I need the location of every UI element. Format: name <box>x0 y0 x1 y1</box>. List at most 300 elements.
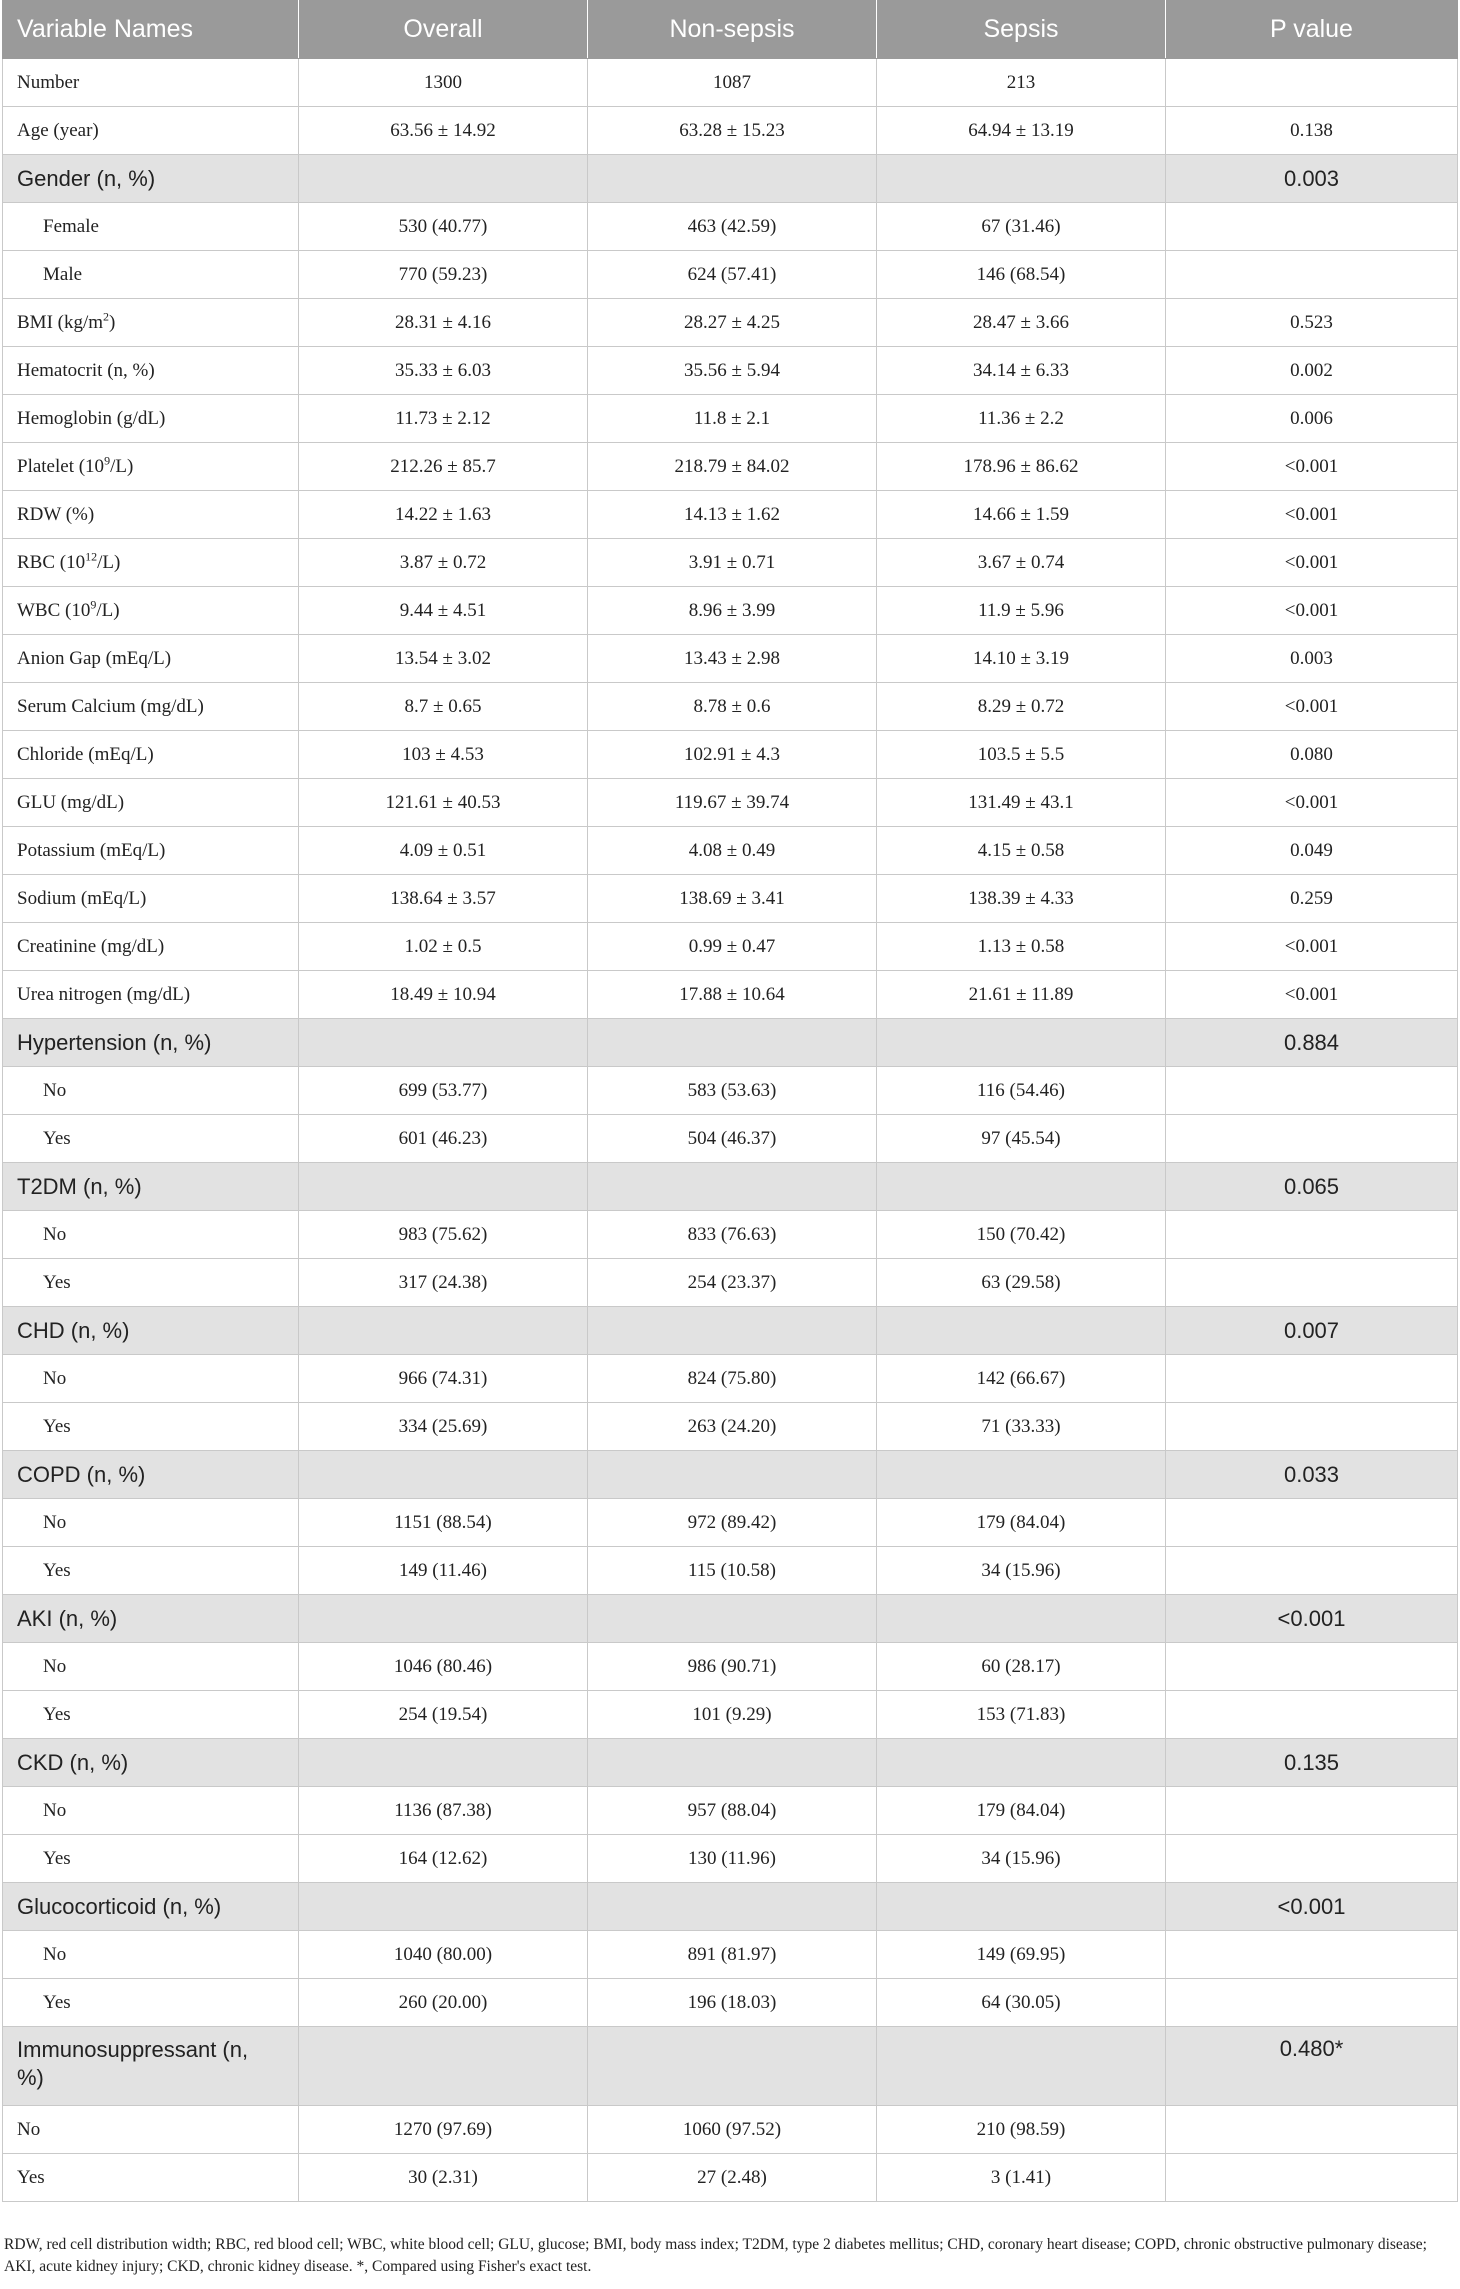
non-sepsis-cell: 196 (18.03) <box>588 1979 877 2027</box>
table-row <box>3 299 1458 347</box>
sepsis-cell: 4.15 ± 0.58 <box>877 827 1166 875</box>
label-suffix: /L) <box>110 455 134 477</box>
row-label <box>3 443 299 491</box>
p-value-cell <box>1166 1979 1458 2027</box>
overall-cell <box>299 1163 588 1211</box>
non-sepsis-cell: 28.27 ± 4.25 <box>588 299 877 347</box>
table-row <box>3 59 1458 107</box>
p-value-cell: <0.001 <box>1166 779 1458 827</box>
section-label <box>3 1595 299 1643</box>
label-text: COPD (n, %) <box>17 1461 146 1487</box>
table-row <box>3 827 1458 875</box>
label-text: Chloride (mEq/L) <box>17 743 154 765</box>
non-sepsis-cell: 27 (2.48) <box>588 2154 877 2202</box>
sepsis-cell: 153 (71.83) <box>877 1691 1166 1739</box>
non-sepsis-cell <box>588 1307 877 1355</box>
overall-cell: 28.31 ± 4.16 <box>299 299 588 347</box>
table-row <box>3 491 1458 539</box>
table-row <box>3 1355 1458 1403</box>
label-superscript: 9 <box>90 597 97 612</box>
sepsis-cell: 21.61 ± 11.89 <box>877 971 1166 1019</box>
label-text: RDW (%) <box>17 503 95 525</box>
sepsis-cell: 34 (15.96) <box>877 1547 1166 1595</box>
sepsis-cell: 178.96 ± 86.62 <box>877 443 1166 491</box>
table-row <box>3 1835 1458 1883</box>
p-value-cell <box>1166 1115 1458 1163</box>
p-value-cell <box>1166 1547 1458 1595</box>
label-text: No <box>43 1799 67 1821</box>
header-variable-names: Variable Names <box>3 1 299 59</box>
non-sepsis-cell: 13.43 ± 2.98 <box>588 635 877 683</box>
p-value-cell <box>1166 1643 1458 1691</box>
non-sepsis-cell: 833 (76.63) <box>588 1211 877 1259</box>
row-label <box>3 1547 299 1595</box>
row-label <box>3 347 299 395</box>
sepsis-cell: 149 (69.95) <box>877 1931 1166 1979</box>
label-text: Yes <box>43 1991 71 2013</box>
non-sepsis-cell: 4.08 ± 0.49 <box>588 827 877 875</box>
p-value-cell <box>1166 1403 1458 1451</box>
sepsis-cell: 210 (98.59) <box>877 2106 1166 2154</box>
overall-cell <box>299 1595 588 1643</box>
overall-cell: 1.02 ± 0.5 <box>299 923 588 971</box>
overall-cell <box>299 1307 588 1355</box>
non-sepsis-cell <box>588 1739 877 1787</box>
sepsis-cell: 8.29 ± 0.72 <box>877 683 1166 731</box>
overall-cell: 164 (12.62) <box>299 1835 588 1883</box>
table-row <box>3 1307 1458 1355</box>
overall-cell <box>299 1739 588 1787</box>
label-suffix: /L) <box>97 551 121 573</box>
overall-cell <box>299 1019 588 1067</box>
overall-cell <box>299 155 588 203</box>
table-row <box>3 587 1458 635</box>
non-sepsis-cell: 463 (42.59) <box>588 203 877 251</box>
table-row <box>3 155 1458 203</box>
non-sepsis-cell <box>588 155 877 203</box>
sepsis-cell: 34.14 ± 6.33 <box>877 347 1166 395</box>
table-row <box>3 1211 1458 1259</box>
p-value-cell: 0.480* <box>1166 2027 1458 2106</box>
sepsis-cell: 131.49 ± 43.1 <box>877 779 1166 827</box>
row-label <box>3 971 299 1019</box>
row-label <box>3 1931 299 1979</box>
table-row <box>3 971 1458 1019</box>
non-sepsis-cell: 14.13 ± 1.62 <box>588 491 877 539</box>
overall-cell: 8.7 ± 0.65 <box>299 683 588 731</box>
label-text: Urea nitrogen (mg/dL) <box>17 983 191 1005</box>
header-row <box>3 1 1458 59</box>
label-text: CKD (n, %) <box>17 1749 129 1775</box>
sepsis-cell: 213 <box>877 59 1166 107</box>
overall-cell <box>299 1883 588 1931</box>
overall-cell: 1151 (88.54) <box>299 1499 588 1547</box>
p-value-cell <box>1166 1355 1458 1403</box>
non-sepsis-cell: 583 (53.63) <box>588 1067 877 1115</box>
label-superscript: 2 <box>103 309 110 324</box>
sepsis-cell <box>877 1451 1166 1499</box>
p-value-cell <box>1166 1835 1458 1883</box>
table-row <box>3 1787 1458 1835</box>
label-text: Hematocrit (n, %) <box>17 359 155 381</box>
sepsis-cell <box>877 1595 1166 1643</box>
non-sepsis-cell: 130 (11.96) <box>588 1835 877 1883</box>
row-label <box>3 1211 299 1259</box>
overall-cell: 11.73 ± 2.12 <box>299 395 588 443</box>
table-header <box>3 1 1458 59</box>
non-sepsis-cell: 102.91 ± 4.3 <box>588 731 877 779</box>
p-value-cell: 0.006 <box>1166 395 1458 443</box>
table-row <box>3 2154 1458 2202</box>
label-text: GLU (mg/dL) <box>17 791 125 813</box>
table-footnote: RDW, red cell distribution width; RBC, red blood cell; WBC, white blood cell; GLU, glucose; BMI, body mass index; T2DM, type 2 diabetes mellitus; CHD, coronary heart disease; COPD, chronic obstructive pulmonary disease; AKI, acute kidney injury; CKD, chronic kidney disease. *, Compared using Fisher's exact test. <box>4 2236 1427 2275</box>
row-label <box>3 395 299 443</box>
non-sepsis-cell: 8.78 ± 0.6 <box>588 683 877 731</box>
label-text: No <box>43 1511 67 1533</box>
header-overall: Overall <box>299 1 588 59</box>
overall-cell: 63.56 ± 14.92 <box>299 107 588 155</box>
non-sepsis-cell: 1060 (97.52) <box>588 2106 877 2154</box>
overall-cell: 14.22 ± 1.63 <box>299 491 588 539</box>
row-label <box>3 539 299 587</box>
table-row <box>3 251 1458 299</box>
label-text: No <box>43 1079 67 1101</box>
non-sepsis-cell: 891 (81.97) <box>588 1931 877 1979</box>
non-sepsis-cell: 119.67 ± 39.74 <box>588 779 877 827</box>
p-value-cell <box>1166 59 1458 107</box>
sepsis-cell <box>877 1019 1166 1067</box>
label-text: No <box>17 2118 41 2140</box>
overall-cell: 30 (2.31) <box>299 2154 588 2202</box>
p-value-cell <box>1166 1067 1458 1115</box>
row-label <box>3 1643 299 1691</box>
p-value-cell: 0.138 <box>1166 107 1458 155</box>
overall-cell: 35.33 ± 6.03 <box>299 347 588 395</box>
label-text: No <box>43 1943 67 1965</box>
p-value-cell: 0.135 <box>1166 1739 1458 1787</box>
p-value-cell: 0.065 <box>1166 1163 1458 1211</box>
sepsis-cell: 3 (1.41) <box>877 2154 1166 2202</box>
sepsis-cell: 60 (28.17) <box>877 1643 1166 1691</box>
p-value-cell <box>1166 2154 1458 2202</box>
row-label <box>3 1259 299 1307</box>
p-value-cell: 0.033 <box>1166 1451 1458 1499</box>
row-label <box>3 587 299 635</box>
row-label <box>3 2106 299 2154</box>
sepsis-cell <box>877 1307 1166 1355</box>
overall-cell: 601 (46.23) <box>299 1115 588 1163</box>
row-label <box>3 923 299 971</box>
label-text: T2DM (n, %) <box>17 1173 142 1199</box>
sepsis-cell: 103.5 ± 5.5 <box>877 731 1166 779</box>
p-value-cell: <0.001 <box>1166 971 1458 1019</box>
table-row <box>3 2027 1458 2106</box>
table-row <box>3 347 1458 395</box>
table-row <box>3 1595 1458 1643</box>
p-value-cell <box>1166 1499 1458 1547</box>
overall-cell: 1040 (80.00) <box>299 1931 588 1979</box>
sepsis-cell: 146 (68.54) <box>877 251 1166 299</box>
non-sepsis-cell: 957 (88.04) <box>588 1787 877 1835</box>
section-label <box>3 1739 299 1787</box>
non-sepsis-cell: 101 (9.29) <box>588 1691 877 1739</box>
sepsis-cell: 150 (70.42) <box>877 1211 1166 1259</box>
non-sepsis-cell <box>588 2027 877 2106</box>
label-text: RBC (10 <box>17 551 86 573</box>
label-text: Yes <box>43 1415 71 1437</box>
sepsis-cell: 11.36 ± 2.2 <box>877 395 1166 443</box>
sepsis-cell: 34 (15.96) <box>877 1835 1166 1883</box>
row-label <box>3 827 299 875</box>
overall-cell: 3.87 ± 0.72 <box>299 539 588 587</box>
table-row <box>3 1931 1458 1979</box>
overall-cell: 530 (40.77) <box>299 203 588 251</box>
label-text: No <box>43 1367 67 1389</box>
overall-cell: 770 (59.23) <box>299 251 588 299</box>
table-row <box>3 779 1458 827</box>
table-row <box>3 395 1458 443</box>
sepsis-cell: 179 (84.04) <box>877 1787 1166 1835</box>
label-text: Sodium (mEq/L) <box>17 887 147 909</box>
non-sepsis-cell: 254 (23.37) <box>588 1259 877 1307</box>
label-text: BMI (kg/m <box>17 311 104 333</box>
header-non-sepsis: Non-sepsis <box>588 1 877 59</box>
overall-cell: 13.54 ± 3.02 <box>299 635 588 683</box>
row-label <box>3 491 299 539</box>
p-value-cell <box>1166 1787 1458 1835</box>
overall-cell: 9.44 ± 4.51 <box>299 587 588 635</box>
overall-cell: 260 (20.00) <box>299 1979 588 2027</box>
sepsis-cell: 11.9 ± 5.96 <box>877 587 1166 635</box>
sepsis-cell <box>877 1739 1166 1787</box>
label-text: Hypertension (n, %) <box>17 1029 212 1055</box>
overall-cell: 1136 (87.38) <box>299 1787 588 1835</box>
row-label <box>3 1403 299 1451</box>
row-label <box>3 59 299 107</box>
label-text: Immunosuppressant (n, %) <box>17 2037 249 2090</box>
label-text: Yes <box>43 1847 71 1869</box>
row-label <box>3 203 299 251</box>
row-label <box>3 2154 299 2202</box>
label-text: Creatinine (mg/dL) <box>17 935 165 957</box>
table-row <box>3 1451 1458 1499</box>
table-row <box>3 1691 1458 1739</box>
sepsis-cell: 3.67 ± 0.74 <box>877 539 1166 587</box>
non-sepsis-cell: 11.8 ± 2.1 <box>588 395 877 443</box>
overall-cell: 103 ± 4.53 <box>299 731 588 779</box>
p-value-cell: <0.001 <box>1166 443 1458 491</box>
row-label <box>3 635 299 683</box>
table-row <box>3 875 1458 923</box>
p-value-cell: 0.523 <box>1166 299 1458 347</box>
sepsis-cell: 64 (30.05) <box>877 1979 1166 2027</box>
overall-cell: 983 (75.62) <box>299 1211 588 1259</box>
label-text: Serum Calcium (mg/dL) <box>17 695 204 717</box>
non-sepsis-cell: 972 (89.42) <box>588 1499 877 1547</box>
label-superscript: 9 <box>104 453 111 468</box>
overall-cell: 121.61 ± 40.53 <box>299 779 588 827</box>
sepsis-cell: 14.66 ± 1.59 <box>877 491 1166 539</box>
p-value-cell: <0.001 <box>1166 683 1458 731</box>
p-value-cell <box>1166 2106 1458 2154</box>
sepsis-cell: 116 (54.46) <box>877 1067 1166 1115</box>
sepsis-cell: 142 (66.67) <box>877 1355 1166 1403</box>
overall-cell <box>299 2027 588 2106</box>
sepsis-cell: 67 (31.46) <box>877 203 1166 251</box>
row-label <box>3 251 299 299</box>
section-label <box>3 1019 299 1067</box>
overall-cell: 966 (74.31) <box>299 1355 588 1403</box>
label-text: CHD (n, %) <box>17 1317 130 1343</box>
sepsis-cell: 28.47 ± 3.66 <box>877 299 1166 347</box>
sepsis-cell: 179 (84.04) <box>877 1499 1166 1547</box>
label-text: Yes <box>43 1703 71 1725</box>
non-sepsis-cell: 1087 <box>588 59 877 107</box>
table-row <box>3 1067 1458 1115</box>
non-sepsis-cell: 986 (90.71) <box>588 1643 877 1691</box>
label-text: Yes <box>43 1271 71 1293</box>
label-text: No <box>43 1655 67 1677</box>
overall-cell: 1300 <box>299 59 588 107</box>
p-value-cell <box>1166 251 1458 299</box>
p-value-cell: <0.001 <box>1166 923 1458 971</box>
section-label <box>3 1163 299 1211</box>
sepsis-cell: 138.39 ± 4.33 <box>877 875 1166 923</box>
table-row <box>3 1883 1458 1931</box>
table-row <box>3 203 1458 251</box>
row-label <box>3 107 299 155</box>
non-sepsis-cell: 115 (10.58) <box>588 1547 877 1595</box>
non-sepsis-cell: 138.69 ± 3.41 <box>588 875 877 923</box>
sepsis-cell: 64.94 ± 13.19 <box>877 107 1166 155</box>
table-row <box>3 1019 1458 1067</box>
table-row <box>3 1739 1458 1787</box>
sepsis-cell: 63 (29.58) <box>877 1259 1166 1307</box>
p-value-cell: <0.001 <box>1166 1595 1458 1643</box>
label-text: Male <box>43 263 83 285</box>
label-superscript: 12 <box>85 549 98 564</box>
overall-cell: 1046 (80.46) <box>299 1643 588 1691</box>
label-text: WBC (10 <box>17 599 91 621</box>
p-value-cell <box>1166 1931 1458 1979</box>
label-text: Hemoglobin (g/dL) <box>17 407 166 429</box>
table-row <box>3 539 1458 587</box>
overall-cell: 4.09 ± 0.51 <box>299 827 588 875</box>
p-value-cell: <0.001 <box>1166 587 1458 635</box>
sepsis-cell <box>877 155 1166 203</box>
p-value-cell: <0.001 <box>1166 539 1458 587</box>
p-value-cell <box>1166 203 1458 251</box>
row-label <box>3 683 299 731</box>
non-sepsis-cell <box>588 1163 877 1211</box>
row-label <box>3 1787 299 1835</box>
table-row <box>3 1259 1458 1307</box>
p-value-cell: 0.259 <box>1166 875 1458 923</box>
non-sepsis-cell: 504 (46.37) <box>588 1115 877 1163</box>
non-sepsis-cell: 35.56 ± 5.94 <box>588 347 877 395</box>
overall-cell: 1270 (97.69) <box>299 2106 588 2154</box>
p-value-cell: 0.080 <box>1166 731 1458 779</box>
overall-cell <box>299 1451 588 1499</box>
non-sepsis-cell: 263 (24.20) <box>588 1403 877 1451</box>
table-row <box>3 1115 1458 1163</box>
label-text: Number <box>17 71 80 93</box>
label-text: Yes <box>43 1127 71 1149</box>
overall-cell: 334 (25.69) <box>299 1403 588 1451</box>
label-text: Potassium (mEq/L) <box>17 839 166 861</box>
sepsis-cell <box>877 1163 1166 1211</box>
label-text: Anion Gap (mEq/L) <box>17 647 172 669</box>
table-row <box>3 683 1458 731</box>
table-row <box>3 2106 1458 2154</box>
overall-cell: 212.26 ± 85.7 <box>299 443 588 491</box>
non-sepsis-cell: 824 (75.80) <box>588 1355 877 1403</box>
p-value-cell <box>1166 1691 1458 1739</box>
label-text: Female <box>43 215 99 237</box>
table-row <box>3 1403 1458 1451</box>
section-label <box>3 2027 299 2106</box>
row-label <box>3 1835 299 1883</box>
label-text: Gender (n, %) <box>17 165 156 191</box>
label-text: Glucocorticoid (n, %) <box>17 1893 222 1919</box>
p-value-cell: 0.003 <box>1166 155 1458 203</box>
section-label <box>3 1451 299 1499</box>
row-label <box>3 1067 299 1115</box>
sepsis-cell: 14.10 ± 3.19 <box>877 635 1166 683</box>
table-row <box>3 731 1458 779</box>
non-sepsis-cell: 63.28 ± 15.23 <box>588 107 877 155</box>
non-sepsis-cell <box>588 1883 877 1931</box>
row-label <box>3 1979 299 2027</box>
non-sepsis-cell: 218.79 ± 84.02 <box>588 443 877 491</box>
label-text: Yes <box>17 2166 45 2188</box>
overall-cell: 138.64 ± 3.57 <box>299 875 588 923</box>
row-label <box>3 779 299 827</box>
p-value-cell: 0.007 <box>1166 1307 1458 1355</box>
table-row <box>3 1979 1458 2027</box>
header-p-value: P value <box>1166 1 1458 59</box>
baseline-characteristics-table <box>2 0 1458 2202</box>
non-sepsis-cell: 3.91 ± 0.71 <box>588 539 877 587</box>
section-label <box>3 1883 299 1931</box>
row-label <box>3 1115 299 1163</box>
label-text: Yes <box>43 1559 71 1581</box>
label-suffix: ) <box>109 311 116 333</box>
non-sepsis-cell: 0.99 ± 0.47 <box>588 923 877 971</box>
p-value-cell: 0.049 <box>1166 827 1458 875</box>
p-value-cell <box>1166 1211 1458 1259</box>
table-row <box>3 1643 1458 1691</box>
non-sepsis-cell: 8.96 ± 3.99 <box>588 587 877 635</box>
section-label <box>3 155 299 203</box>
sepsis-cell <box>877 1883 1166 1931</box>
non-sepsis-cell: 17.88 ± 10.64 <box>588 971 877 1019</box>
row-label <box>3 731 299 779</box>
p-value-cell <box>1166 1259 1458 1307</box>
p-value-cell: 0.884 <box>1166 1019 1458 1067</box>
row-label <box>3 875 299 923</box>
non-sepsis-cell <box>588 1595 877 1643</box>
sepsis-cell: 97 (45.54) <box>877 1115 1166 1163</box>
header-sepsis: Sepsis <box>877 1 1166 59</box>
table-row <box>3 1163 1458 1211</box>
overall-cell: 254 (19.54) <box>299 1691 588 1739</box>
label-suffix: /L) <box>96 599 120 621</box>
table-row <box>3 635 1458 683</box>
p-value-cell: 0.003 <box>1166 635 1458 683</box>
overall-cell: 699 (53.77) <box>299 1067 588 1115</box>
row-label <box>3 1499 299 1547</box>
